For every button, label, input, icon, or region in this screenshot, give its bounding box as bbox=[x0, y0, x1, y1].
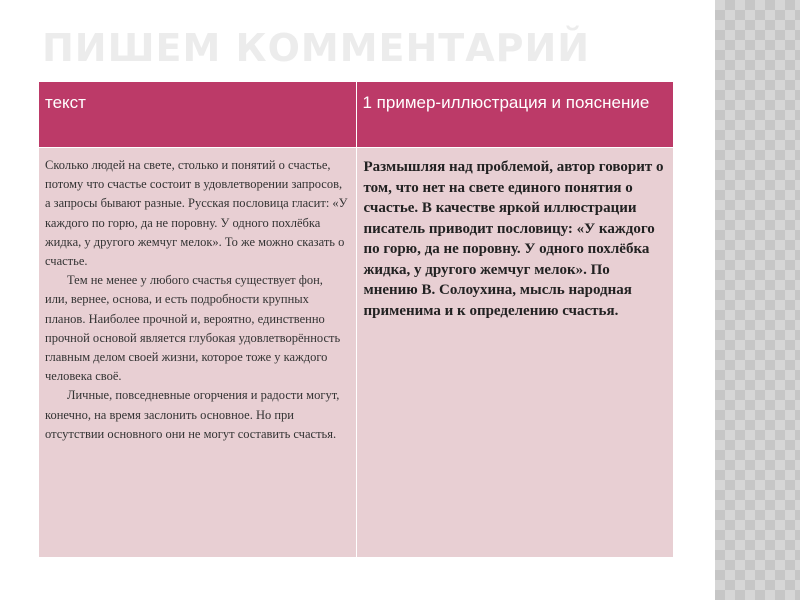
header-example: 1 пример-иллюстрация и пояснение bbox=[356, 82, 674, 148]
table-header-row bbox=[39, 82, 674, 148]
header-text: текст bbox=[39, 82, 357, 148]
text-cell bbox=[39, 148, 357, 558]
comment-table bbox=[38, 81, 674, 558]
decorative-side-pattern bbox=[715, 0, 800, 600]
example-cell: Размышляя над проблемой, автор говорит о том, что нет на свете единого понятия о счастье. В качестве яркой иллюстрации писатель приводит пословицу: «У каждого по горю, да не поровну. У одного похлёбка жидка, у другого жемчуг мелок». По мнению В. Солоухина, мысль народная применима и к определению счастья. bbox=[356, 148, 674, 558]
text-paragraph-3: Личные, повседневные огорчения и радости могут, конечно, на время заслонить основное. Но при отсутствии основного они не могут составить счастья. bbox=[45, 388, 340, 441]
text-paragraph-2: Тем не менее у любого счастья существует фон, или, вернее, основа, и есть подробности крупных планов. Наиболее прочной и, вероятно, единственно прочной основой является глубокая удовлетворённость главным делом своей жизни, которое тоже у каждого человека своё. bbox=[45, 273, 341, 384]
slide-title: ПИШЕМ КОММЕНТАРИЙ bbox=[42, 26, 591, 70]
table-row bbox=[39, 148, 674, 558]
text-paragraph-1: Сколько людей на свете, столько и понятий о счастье, потому что счастье состоит в удовлетворении запросов, а запросы бывают разные. Русская пословица гласит: «У каждого по горю, да не поровну. У одного похлёбка жидка, у другого жемчуг мелок». То же можно сказать о счастье. bbox=[45, 158, 348, 269]
